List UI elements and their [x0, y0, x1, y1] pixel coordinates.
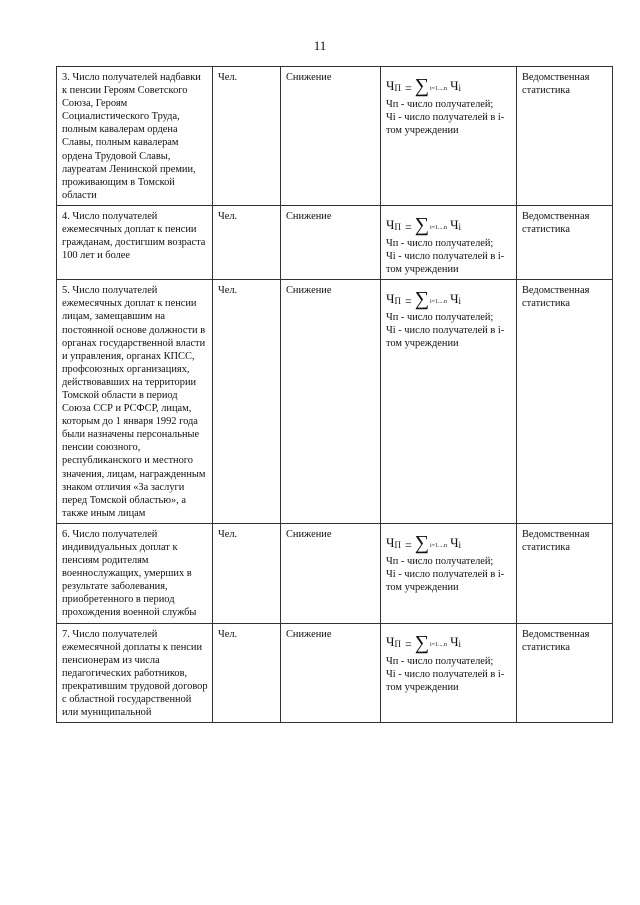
formula [386, 212, 512, 234]
table-row [57, 280, 613, 524]
sum-range: i=1....n [430, 224, 448, 231]
formula-rhs [450, 292, 461, 308]
sum-symbol: ∑ [414, 75, 429, 97]
formula-rhs [450, 79, 461, 95]
formula-rhs-subscript: i [458, 82, 462, 93]
sum-symbol: ∑ [414, 288, 429, 311]
formula-lhs-symbol: Ч [386, 216, 395, 232]
formula-rhs-symbol: Ч [450, 634, 459, 650]
formula-rhs-symbol: Ч [450, 216, 459, 232]
data-source: Ведомственная статистика [517, 523, 613, 623]
table-row [57, 623, 613, 723]
calculation-method [381, 280, 517, 524]
formula-note-total: Чп - число получателей; [386, 655, 494, 667]
formula-lhs [386, 635, 401, 651]
sum-symbol: ∑ [414, 531, 429, 554]
formula-rhs [450, 635, 461, 651]
calculation-method [381, 523, 517, 623]
calculation-method [381, 67, 517, 206]
indicator-name: 6. Число получателей индивидуальных доплат к пенсиям родителям военнослужащих, умерших в результате заболевания, приобретенного в период прохождения военной службы [57, 523, 213, 623]
table-row [57, 205, 613, 279]
formula-lhs [386, 536, 401, 552]
sum-range: i=1....n [430, 642, 448, 649]
formula-lhs-subscript: П [394, 221, 401, 232]
formula [386, 530, 512, 552]
data-source: Ведомственная статистика [517, 67, 613, 206]
calculation-method [381, 205, 517, 279]
formula-rhs-subscript: i [458, 296, 462, 307]
formula [386, 73, 512, 95]
formula-equals: = [404, 219, 412, 234]
formula-lhs-symbol: Ч [386, 634, 395, 650]
data-source: Ведомственная статистика [517, 280, 613, 524]
formula-rhs-subscript: i [458, 639, 462, 650]
formula [386, 630, 512, 652]
formula-lhs-subscript: П [394, 82, 401, 93]
indicator-name: 7. Число получателей ежемесячной доплаты к пенсии пенсионерам из числа педагогических работников, прекратившим трудовой договор с областной государственной или муниципальной [57, 623, 213, 723]
formula-lhs-subscript: П [394, 296, 401, 307]
formula-rhs-symbol: Ч [450, 291, 459, 307]
formula-lhs-symbol: Ч [386, 77, 395, 93]
indicator-trend: Снижение [281, 205, 381, 279]
formula-lhs [386, 218, 401, 234]
formula-note-total: Чп - число получателей; [386, 99, 494, 110]
table-row [57, 67, 613, 206]
formula-equals: = [404, 294, 412, 309]
indicator-unit: Чел. [213, 67, 281, 206]
sum-range: i=1....n [430, 299, 448, 306]
indicator-unit: Чел. [213, 623, 281, 723]
indicator-name: 4. Число получателей ежемесячных доплат к пенсии гражданам, достигшим возраста 100 лет и более [57, 205, 213, 279]
formula-equals: = [404, 80, 412, 95]
formula-lhs-symbol: Ч [386, 291, 395, 307]
formula [386, 286, 512, 311]
formula-rhs-subscript: i [458, 221, 462, 232]
formula-equals: = [404, 637, 412, 652]
formula-lhs-subscript: П [394, 539, 401, 550]
formula-rhs-symbol: Ч [450, 77, 459, 93]
formula-note-item: Чi - число получателей в i-том учреждении [386, 251, 505, 276]
indicator-trend: Снижение [281, 67, 381, 206]
formula-lhs-subscript: П [394, 639, 401, 650]
formula-note-total: Чп - число получателей; [386, 312, 494, 324]
formula-note-item: Чi - число получателей в i-том учреждении [386, 325, 505, 350]
page-number: 11 [313, 38, 327, 53]
formula-lhs [386, 79, 401, 95]
indicator-name: 5. Число получателей ежемесячных доплат к пенсии лицам, замещавшим на постоянной основе должности в органах государственной власти и управления, органах КПСС, профсоюзных организациях, действовавших на территории Томской области в период Союза ССР и РСФСР, лицам, которым до 1 января 1992 года были назначены персональные пенсии союзного, республиканского и местного значения, лицам, награжденным знаком отличия «За заслуги перед Томской областью», а также иным лицам [57, 280, 213, 524]
formula-note-item: Чi - число получателей в i-том учреждении [386, 668, 505, 693]
data-source: Ведомственная статистика [517, 205, 613, 279]
indicator-trend: Снижение [281, 280, 381, 524]
indicators-table [56, 66, 613, 723]
indicator-name: 3. Число получателей надбавки к пенсии Героям Советского Союза, Героям Социалистического Труда, полным кавалерам ордена Славы, полным кавалерам ордена Трудовой Славы, лауреатам Ленинской премии, проживающим в Томской области [57, 67, 213, 206]
indicator-unit: Чел. [213, 280, 281, 524]
formula-lhs [386, 292, 401, 308]
indicator-unit: Чел. [213, 523, 281, 623]
indicator-unit: Чел. [213, 205, 281, 279]
sum-symbol: ∑ [414, 631, 429, 654]
table-row [57, 523, 613, 623]
formula-rhs-subscript: i [458, 539, 462, 550]
indicator-trend: Снижение [281, 623, 381, 723]
calculation-method [381, 623, 517, 723]
sum-range: i=1....n [430, 85, 448, 92]
sum-symbol: ∑ [414, 213, 429, 236]
formula-rhs [450, 536, 461, 552]
indicator-trend: Снижение [281, 523, 381, 623]
formula-note-total: Чп - число получателей; [386, 237, 494, 249]
formula-note-item: Чi - число получателей в i-том учреждении [386, 569, 505, 594]
formula-rhs [450, 218, 461, 234]
formula-lhs-symbol: Ч [386, 534, 395, 550]
formula-rhs-symbol: Ч [450, 534, 459, 550]
formula-equals: = [404, 537, 412, 552]
sum-range: i=1....n [430, 542, 448, 549]
formula-note-total: Чп - число получателей; [386, 555, 494, 567]
data-source: Ведомственная статистика [517, 623, 613, 723]
formula-note-item: Чi - число получателей в i-том учреждении [386, 112, 505, 137]
